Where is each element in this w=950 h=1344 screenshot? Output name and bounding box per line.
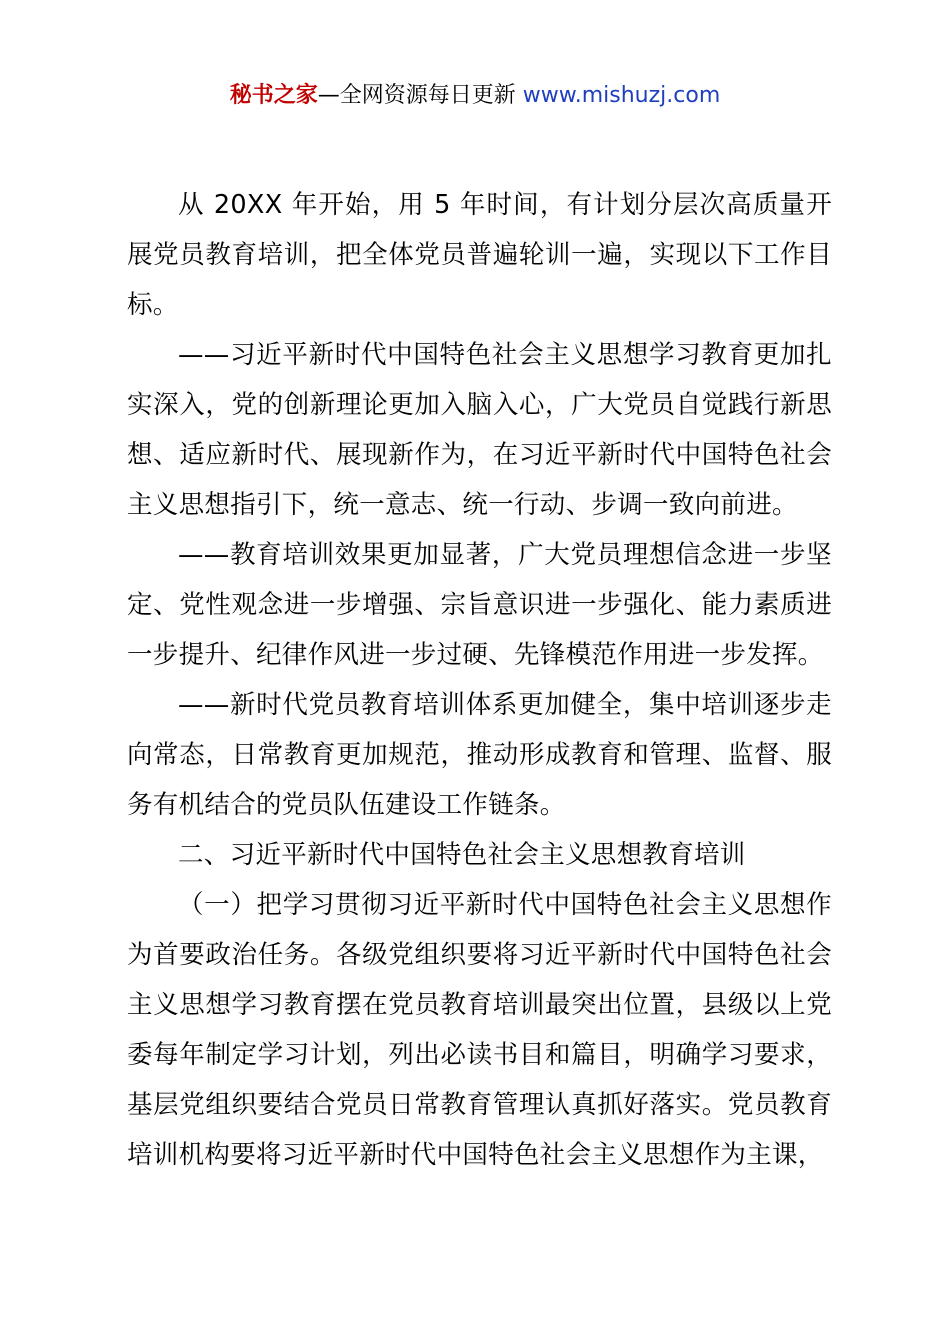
paragraph-goal-training-system: ——新时代党员教育培训体系更加健全，集中培训逐步走向常态，日常教育更加规范，推动形成教育和管理、监督、服务有机结合的党员队伍建设工作链条。: [127, 690, 832, 820]
paragraph-goal-training-effect: ——教育培训效果更加显著，广大党员理想信念进一步坚定、党性观念进一步增强、宗旨意识进一步强化、能力素质进一步提升、纪律作风进一步过硬、先锋模范作用进一步发挥。: [127, 540, 832, 670]
section-heading: 二、习近平新时代中国特色社会主义思想教育培训: [178, 840, 746, 870]
paragraph-goals-intro: 从 20XX 年开始，用 5 年时间，有计划分层次高质量开展党员教育培训，把全体党员普遍轮训一遍，实现以下工作目标。: [127, 190, 832, 320]
paragraph-goal-thought-study: ——习近平新时代中国特色社会主义思想学习教育更加扎实深入，党的创新理论更加入脑入心，广大党员自觉践行新思想、适应新时代、展现新作为，在习近平新时代中国特色社会主义思想指引下，统一意志、统一行动、步调一致向前进。: [127, 340, 832, 520]
brand-name: 秘书之家: [229, 83, 318, 108]
paragraph-section-one: （一）把学习贯彻习近平新时代中国特色社会主义思想作为首要政治任务。各级党组织要将习近平新时代中国特色社会主义思想学习教育摆在党员教育培训最突出位置，县级以上党委每年制定学习计划，列出必读书目和篇目，明确学习要求，基层党组织要结合党员日常教育管理认真抓好落实。党员教育培训机构要将习近平新时代中国特色社会主义思想作为主课，: [127, 890, 832, 1170]
header-tagline: —全网资源每日更新: [317, 83, 523, 108]
website-link[interactable]: www.mishuzj.com: [522, 83, 721, 108]
page-header: [0, 80, 950, 112]
document-body: [127, 180, 832, 1180]
